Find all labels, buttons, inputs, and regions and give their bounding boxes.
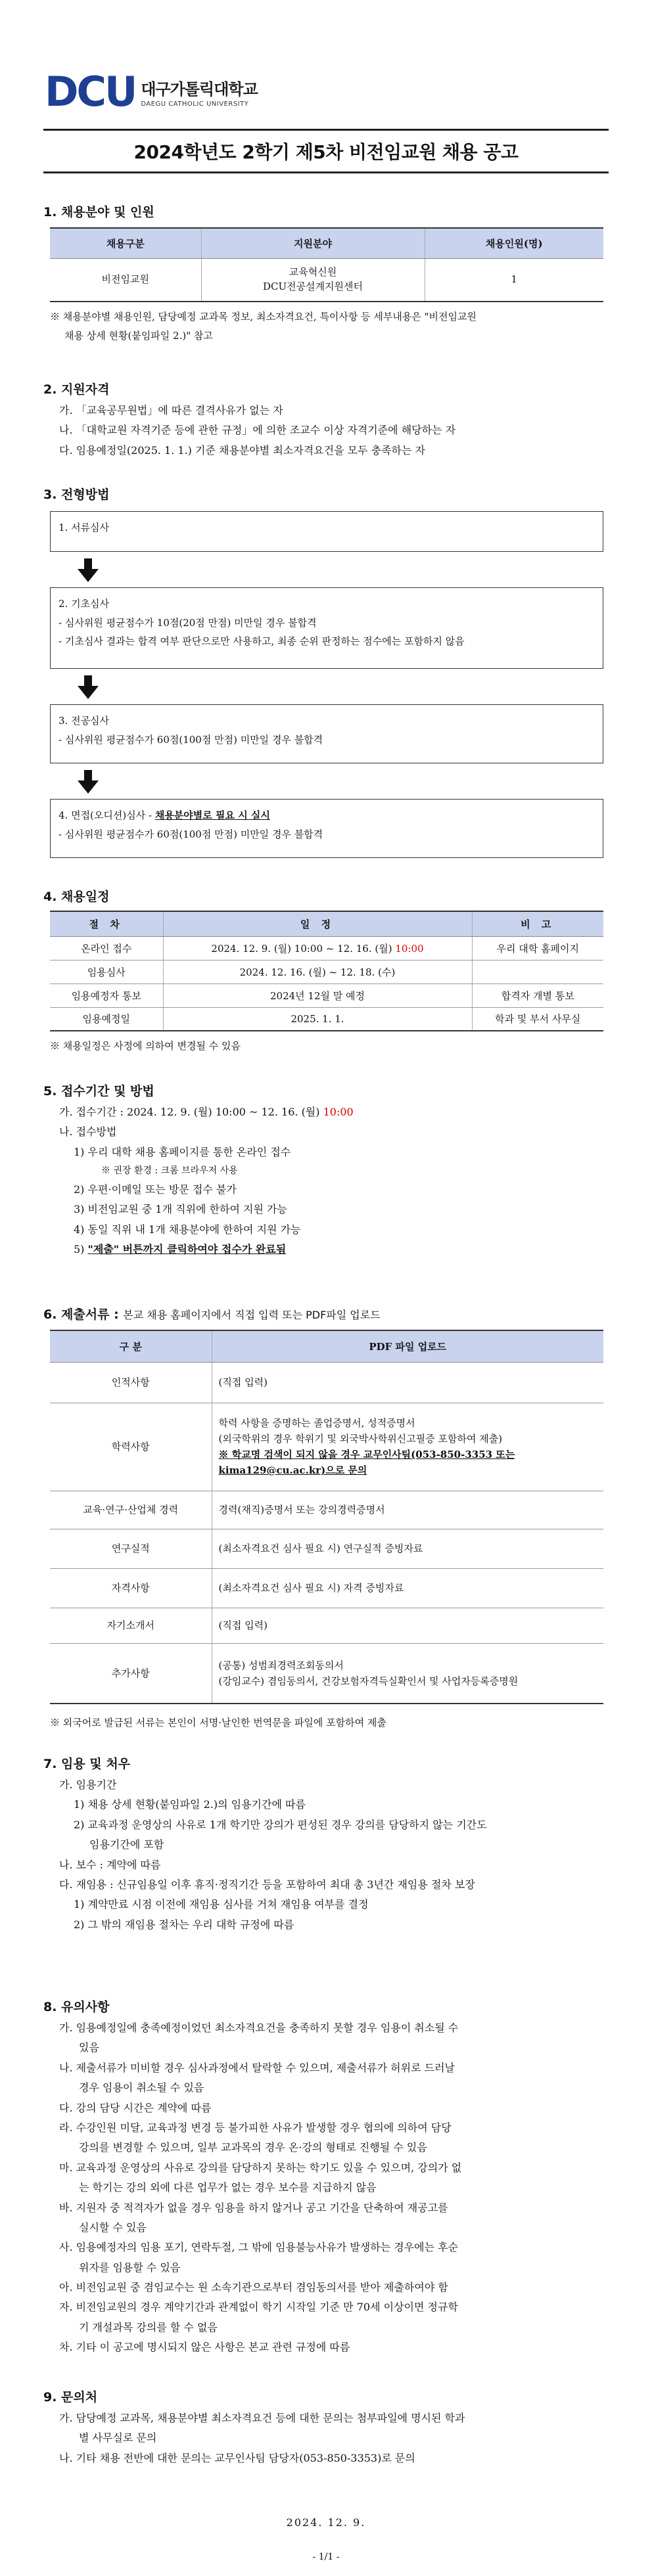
table-row: 추가사항 (공통) 성범죄경력조회동의서 (강임교수) 겸임동의서, 건강보험자격득실확인서 및 사업자등록증명원: [50, 1643, 603, 1704]
section-7-title: 7. 임용 및 처우: [43, 1757, 131, 1771]
table-cell: 1: [425, 258, 603, 302]
list-item: 가. 「교육공무원법」에 따른 결격사유가 없는 자: [59, 404, 283, 417]
positions-table: [50, 227, 603, 302]
down-arrow-icon: [78, 569, 99, 582]
page-number: - 1/1 -: [312, 2552, 340, 2562]
table-row: [50, 258, 603, 302]
university-logo: [45, 66, 258, 118]
table-header: 구 분: [50, 1330, 212, 1362]
table-header: 채용구분: [50, 228, 201, 258]
step-document-review: 1. 서류심사: [50, 511, 603, 552]
announcement-date: 2024. 12. 9.: [286, 2516, 366, 2529]
section-1-title: 1. 채용분야 및 인원: [43, 205, 154, 219]
table-header: 절 차: [50, 911, 163, 936]
table-header: 일 정: [163, 911, 472, 936]
logo-mark: DCU: [45, 68, 136, 116]
section-9-title: 9. 문의처: [43, 2390, 98, 2405]
table-row: 연구실적 (최소자격요건 심사 필요 시) 연구실적 증빙자료: [50, 1529, 603, 1568]
table-header: PDF 파일 업로드: [212, 1330, 603, 1362]
table-row: 온라인 접수 2024. 12. 9. (월) 10:00 ~ 12. 16. (월) 10:00 우리 대학 홈페이지: [50, 936, 603, 960]
documents-table: [50, 1330, 603, 1704]
table-row: 교육·연구·산업체 경력 경력(재직)증명서 또는 강의경력증명서: [50, 1491, 603, 1529]
appointment-list: 가. 임용기간 1) 채용 상세 현황(붙임파일 2.)의 임용기간에 따름 2) 교육과정 운영상의 사유로 1개 학기만 강의가 편성된 경우 강의를 담당하지 않는 기간도 임용기간에 포함 나. 보수 : 계약에 따름 다. 재임용 : 신규임용일 이후 휴직·정직기간 등을 포함하여 최대 총 3년간 재임용 절차 보장 1) 계약만료 시점 이전에 재임용 심사를 거쳐 재임용 여부를 결정 2) 그 밖의 재임용 절차는 우리 대학 규정에 따름: [59, 1778, 487, 1931]
table-row: 임용예정자 통보 2024년 12월 말 예정 합격자 개별 통보: [50, 983, 603, 1007]
down-arrow-icon: [78, 780, 99, 794]
schedule-note: ※ 채용일정은 사정에 의하여 변경될 수 있음: [50, 1040, 241, 1052]
section-4-title: 4. 채용일정: [43, 890, 110, 904]
notes-list: 가. 임용예정일에 충족예정이었던 최소자격요건을 충족하지 못할 경우 임용이 취소될 수 있음 나. 제출서류가 미비할 경우 심사과정에서 탈락할 수 있으며, 제출서류가 허위로 드러날 경우 임용이 취소될 수 있음 다. 강의 담당 시간은 계약에 따름 라. 수강인원 미달, 교육과정 변경 등 불가피한 사유가 발생할 경우 협의에 의하여 담당 강의를 변경할 수 있으며, 일부 교과목의 경우 온·강의 형태로 진행될 수 있음 마. 교육과정 운영상의 사유로 강의를 담당하지 못하는 학기도 있을 수 있으며, 강의가 없 는 학기는 강의 외에 다른 업무가 없는 경우 보수를 지급하지 않음 바. 지원자 중 적격자가 없을 경우 임용을 하지 않거나 공고 기간을 단축하여 재공고를 실시할 수 있음 사. 임용예정자의 임용 포기, 연락두절, 그 밖에 임용불능사유가 발생하는 경우에는 후순 위자를 임용할 수 있음 아. 비전임교원 중 겸임교수는 원 소속기관으로부터 겸임동의서를 받아 제출하여야 함 자. 비전임교원의 경우 계약기간과 관계없이 학기 시작일 기준 만 70세 이상이면 정규학 기 개설과목 강의를 할 수 없음 차. 기타 이 공고에 명시되지 않은 사항은 본교 관련 규정에 따름: [59, 2022, 462, 2354]
eligibility-list: [59, 401, 455, 461]
table-row: 임용예정일 2025. 1. 1. 학과 및 부서 사무실: [50, 1007, 603, 1031]
section-3-title: 3. 전형방법: [43, 487, 110, 502]
table-row: 자기소개서 (직접 입력): [50, 1608, 603, 1643]
table-header: 비 고: [472, 911, 603, 936]
table-row: 인적사항 (직접 입력): [50, 1362, 603, 1403]
table-row: 자격사항 (최소자격요건 심사 필요 시) 자격 증빙자료: [50, 1568, 603, 1608]
section-6-title: 6. 제출서류 : 본교 채용 홈페이지에서 직접 입력 또는 PDF파일 업로드: [43, 1307, 381, 1322]
list-item: 다. 임용예정일(2025. 1. 1.) 기준 채용분야별 최소자격요건을 모두 충족하는 자: [59, 443, 425, 457]
table-cell: 교육혁신원 DCU전공설계지원센터: [201, 258, 425, 302]
page-title: 2024학년도 2학기 제5차 비전임교원 채용 공고: [133, 141, 519, 163]
title-box: [43, 129, 609, 173]
section-5-title: 5. 접수기간 및 방법: [43, 1084, 154, 1098]
contact-list: 가. 담당예정 교과목, 채용분야별 최소자격요건 등에 대한 문의는 첨부파일에 명시된 학과 별 사무실로 문의 나. 기타 채용 전반에 대한 문의는 교무인사팀 담당자(053-850-3353)로 문의: [59, 2412, 465, 2464]
table-cell: 비전임교원: [50, 258, 201, 302]
list-item: 나. 「대학교원 자격기준 등에 관한 규정」에 의한 조교수 이상 자격기준에 해당하는 자: [59, 424, 456, 437]
step-major-review: 3. 전공심사 - 심사위원 평균점수가 60점(100점 만점) 미만일 경우 불합격: [50, 704, 603, 763]
table-header: 지원분야: [201, 228, 425, 258]
application-list: 가. 접수기간 : 2024. 12. 9. (월) 10:00 ~ 12. 16. (월) 10:00 나. 접수방법 1) 우리 대학 채용 홈페이지를 통한 온라인 접수 ※ 권장 환경 : 크롬 브라우저 사용 2) 우편·이메일 또는 방문 접수 불가 3) 비전임교원 중 1개 직위에 한하여 지원 가능 4) 동일 직위 내 1개 채용분야에 한하여 지원 가능 5) "제출" 버튼까지 클릭하여야 접수가 완료됨: [59, 1106, 354, 1255]
section-2-title: 2. 지원자격: [43, 382, 110, 397]
documents-note: ※ 외국어로 발급된 서류는 본인이 서명·날인한 번역문을 파일에 포함하여 제출: [50, 1717, 386, 1729]
down-arrow-icon: [78, 686, 99, 699]
logo-korean-name: 대구가톨릭대학교: [141, 80, 258, 99]
section-8-title: 8. 유의사항: [43, 2000, 110, 2014]
table-row: 학력사항 학력 사항을 증명하는 졸업증명서, 성적증명서 (외국학위의 경우 학위기 및 외국박사학위신고필증 포함하여 제출) ※ 학교명 검색이 되지 않을 경우 교무인사팀(053-850-3353 또는 kima129@cu.ac.kr)으로 문의: [50, 1403, 603, 1491]
schedule-table: [50, 911, 603, 1031]
step-basic-review: 2. 기초심사 - 심사위원 평균점수가 10점(20점 만점) 미만일 경우 불합격 - 기초심사 결과는 합격 여부 판단으로만 사용하고, 최종 순위 판정하는 점수에는 포함하지 않음: [50, 587, 603, 669]
step-interview: 4. 면접(오디션)심사 - 채용분야별로 필요 시 실시 - 심사위원 평균점수가 60점(100점 만점) 미만일 경우 불합격: [50, 799, 603, 858]
section-1-note: ※ 채용분야별 채용인원, 담당예정 교과목 정보, 최소자격요건, 특이사항 등 세부내용은 "비전임교원 채용 상세 현황(붙임파일 2.)" 참고: [50, 311, 477, 342]
table-row: 임용심사 2024. 12. 16. (월) ~ 12. 18. (수): [50, 960, 603, 983]
logo-english-name: DAEGU CATHOLIC UNIVERSITY: [141, 101, 249, 108]
table-header: 채용인원(명): [425, 228, 603, 258]
